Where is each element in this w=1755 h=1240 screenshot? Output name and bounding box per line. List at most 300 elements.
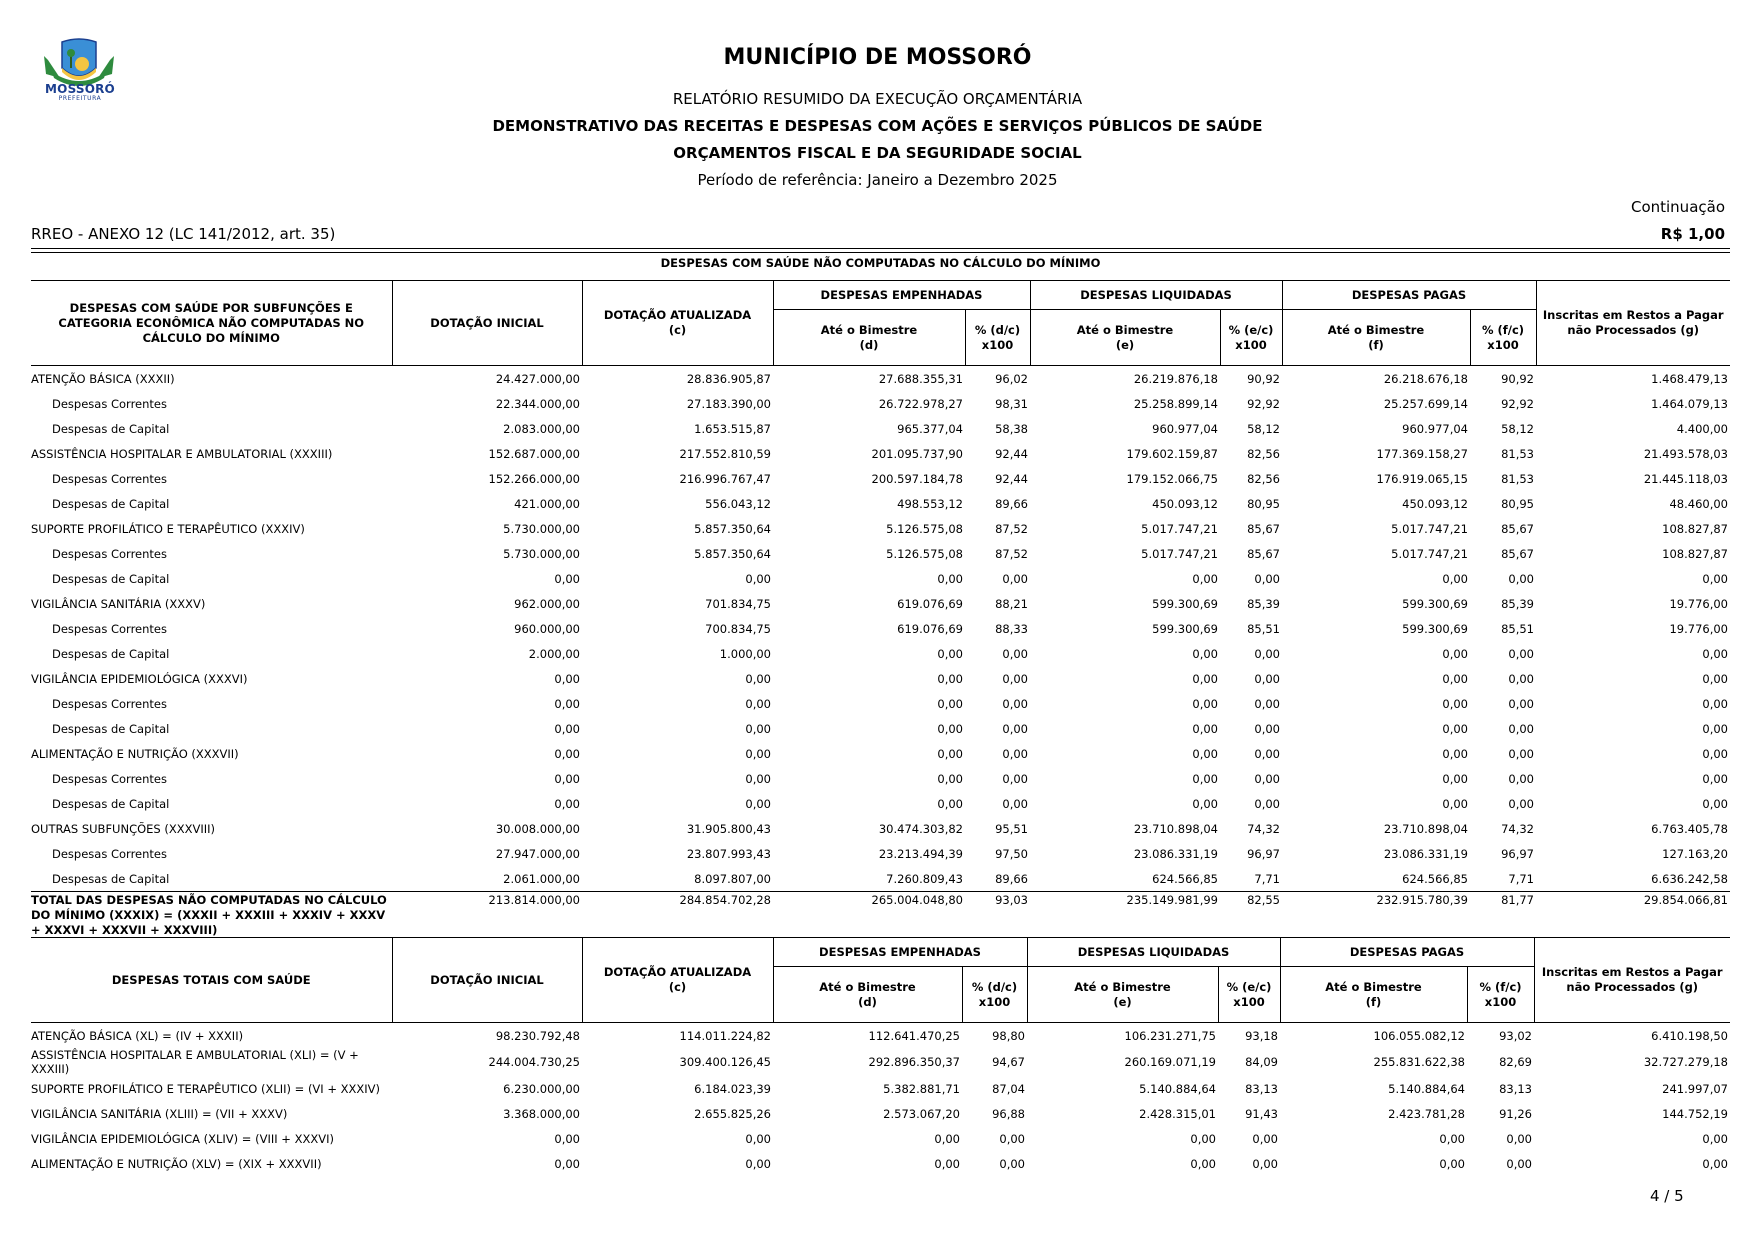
empenhadas-pct: 92,44 — [995, 471, 1028, 486]
liquidadas-pct: 90,92 — [1247, 371, 1280, 386]
empenhadas-value: 112.641.470,25 — [868, 1028, 960, 1043]
empenhadas-value: 619.076,69 — [897, 596, 963, 611]
pagas-value: 0,00 — [1442, 746, 1468, 761]
restos-value: 6.636.242,58 — [1651, 871, 1728, 886]
dotacao-atualizada: 0,00 — [745, 1156, 771, 1171]
table-row — [31, 566, 1730, 591]
liquidadas-value: 23.086.331,19 — [1133, 846, 1218, 861]
dotacao-inicial: 30.008.000,00 — [495, 821, 580, 836]
empenhadas-pct: 98,31 — [995, 396, 1028, 411]
dotacao-inicial: 244.004.730,25 — [488, 1055, 580, 1069]
dotacao-atualizada: 31.905.800,43 — [686, 821, 771, 836]
dotacao-inicial: 0,00 — [554, 771, 580, 786]
dotacao-atualizada: 0,00 — [745, 771, 771, 786]
restos-value: 21.445.118,03 — [1643, 471, 1728, 486]
row-label: Despesas Correntes — [52, 621, 167, 636]
row-label: Despesas Correntes — [52, 771, 167, 786]
empenhadas-value: 619.076,69 — [897, 621, 963, 636]
liquidadas-value: 0,00 — [1192, 771, 1218, 786]
liquidadas-value: 0,00 — [1192, 571, 1218, 586]
dotacao-atualizada: 23.807.993,43 — [686, 846, 771, 861]
dotacao-atualizada: 114.011.224,82 — [679, 1028, 771, 1043]
row-label: Despesas de Capital — [52, 571, 170, 586]
header-emp-ate — [773, 310, 965, 366]
header-liquidadas: DESPESAS LIQUIDADAS — [1027, 938, 1280, 967]
dotacao-atualizada: 284.854.702,28 — [582, 892, 773, 939]
empenhadas-value: 200.597.184,78 — [871, 471, 963, 486]
header-dotacao-atualizada — [582, 938, 773, 1023]
table-row — [31, 1048, 1730, 1076]
liquidadas-value: 0,00 — [1192, 696, 1218, 711]
restos-value: 0,00 — [1702, 1156, 1728, 1171]
liquidadas-pct: 7,71 — [1254, 871, 1280, 886]
dotacao-inicial: 960.000,00 — [514, 621, 580, 636]
dotacao-inicial: 2.000,00 — [528, 646, 580, 661]
empenhadas-pct: 88,21 — [995, 596, 1028, 611]
row-label: ASSISTÊNCIA HOSPITALAR E AMBULATORIAL (XXXIII) — [31, 446, 333, 461]
dotacao-inicial: 0,00 — [554, 796, 580, 811]
pagas-pct: 90,92 — [1501, 371, 1534, 386]
pagas-pct: 0,00 — [1508, 696, 1534, 711]
row-label: ATENÇÃO BÁSICA (XL) = (IV + XXXII) — [31, 1028, 244, 1043]
empenhadas-pct: 93,03 — [965, 892, 1030, 939]
row-label: Despesas Correntes — [52, 471, 167, 486]
table-row — [31, 391, 1730, 416]
dotacao-atualizada: 556.043,12 — [705, 496, 771, 511]
header-pag-pct: % (f/c) x100 — [1470, 310, 1536, 366]
pagas-value: 599.300,69 — [1402, 596, 1468, 611]
liquidadas-value: 179.602.159,87 — [1126, 446, 1218, 461]
restos-value: 0,00 — [1702, 796, 1728, 811]
liquidadas-pct: 58,12 — [1247, 421, 1280, 436]
empenhadas-value: 27.688.355,31 — [878, 371, 963, 386]
header-key: (c) — [668, 323, 687, 337]
pagas-pct: 92,92 — [1501, 396, 1534, 411]
table-row — [31, 1151, 1730, 1176]
restos-value: 1.464.079,13 — [1651, 396, 1728, 411]
empenhadas-pct: 98,80 — [992, 1028, 1025, 1043]
header-key: (f) — [1365, 994, 1382, 1009]
liquidadas-pct: 0,00 — [1254, 771, 1280, 786]
liquidadas-value: 5.017.747,21 — [1141, 521, 1218, 536]
pagas-pct: 81,53 — [1501, 471, 1534, 486]
header-pagas: DESPESAS PAGAS — [1282, 281, 1536, 310]
dotacao-atualizada: 0,00 — [745, 671, 771, 686]
dotacao-inicial: 5.730.000,00 — [503, 521, 580, 536]
empenhadas-value: 0,00 — [937, 696, 963, 711]
table-row — [31, 866, 1730, 892]
empenhadas-value: 0,00 — [934, 1156, 960, 1171]
header-liq-ate — [1030, 310, 1220, 366]
dotacao-inicial: 0,00 — [554, 721, 580, 736]
empenhadas-pct: 87,52 — [995, 546, 1028, 561]
liquidadas-pct: 0,00 — [1254, 796, 1280, 811]
liquidadas-value: 2.428.315,01 — [1139, 1106, 1216, 1121]
header-text: Até o Bimestre — [819, 979, 916, 994]
dotacao-atualizada: 0,00 — [745, 571, 771, 586]
table-row — [31, 841, 1730, 866]
pagas-pct: 83,13 — [1499, 1081, 1532, 1096]
restos-value: 6.410.198,50 — [1651, 1028, 1728, 1043]
empenhadas-value: 0,00 — [937, 721, 963, 736]
empenhadas-value: 0,00 — [934, 1131, 960, 1146]
pagas-value: 0,00 — [1442, 646, 1468, 661]
pagas-value: 0,00 — [1442, 571, 1468, 586]
row-label: VIGILÂNCIA EPIDEMIOLÓGICA (XXXVI) — [31, 671, 248, 686]
row-label: Despesas Correntes — [52, 846, 167, 861]
row-label: OUTRAS SUBFUNÇÕES (XXXVIII) — [31, 821, 216, 836]
pagas-value: 176.919.065,15 — [1376, 471, 1468, 486]
dotacao-atualizada: 5.857.350,64 — [694, 521, 771, 536]
header-text: DOTAÇÃO ATUALIZADA — [603, 965, 752, 979]
table-row — [31, 541, 1730, 566]
pagas-value: 0,00 — [1439, 1131, 1465, 1146]
liquidadas-pct: 82,56 — [1247, 471, 1280, 486]
pagas-pct: 82,69 — [1499, 1055, 1532, 1069]
liquidadas-pct: 85,67 — [1247, 546, 1280, 561]
restos-value: 241.997,07 — [1662, 1081, 1728, 1096]
restos-value: 144.752,19 — [1662, 1106, 1728, 1121]
empenhadas-value: 498.553,12 — [897, 496, 963, 511]
dotacao-inicial: 0,00 — [554, 571, 580, 586]
dotacao-inicial: 3.368.000,00 — [503, 1106, 580, 1121]
liquidadas-pct: 92,92 — [1247, 396, 1280, 411]
table-body — [31, 366, 1730, 939]
header-text: Até o Bimestre — [1325, 979, 1422, 994]
pagas-value: 0,00 — [1439, 1156, 1465, 1171]
restos-value: 29.854.066,81 — [1536, 892, 1730, 939]
liquidadas-value: 624.566,85 — [1152, 871, 1218, 886]
restos-value: 0,00 — [1702, 646, 1728, 661]
page-title: MUNICÍPIO DE MOSSORÓ — [723, 45, 1032, 70]
pagas-value: 960.977,04 — [1402, 421, 1468, 436]
table-row — [31, 791, 1730, 816]
restos-value: 32.727.279,18 — [1643, 1055, 1728, 1069]
pagas-pct: 0,00 — [1508, 671, 1534, 686]
liquidadas-pct: 0,00 — [1254, 671, 1280, 686]
dotacao-atualizada: 0,00 — [745, 721, 771, 736]
table-header — [31, 281, 1730, 366]
dotacao-atualizada: 1.000,00 — [719, 646, 771, 661]
row-label: ALIMENTAÇÃO E NUTRIÇÃO (XXXVII) — [31, 746, 239, 761]
empenhadas-pct: 97,50 — [995, 846, 1028, 861]
liquidadas-pct: 82,55 — [1220, 892, 1282, 939]
dotacao-inicial: 27.947.000,00 — [495, 846, 580, 861]
empenhadas-value: 30.474.303,82 — [878, 821, 963, 836]
restos-value: 48.460,00 — [1669, 496, 1728, 511]
dotacao-atualizada: 0,00 — [745, 696, 771, 711]
table-row — [31, 766, 1730, 791]
row-label: ALIMENTAÇÃO E NUTRIÇÃO (XLV) = (XIX + XXXVII) — [31, 1156, 322, 1171]
empenhadas-pct: 89,66 — [995, 871, 1028, 886]
header-divider — [31, 248, 1730, 253]
pagas-pct: 81,77 — [1470, 892, 1536, 939]
restos-value: 6.763.405,78 — [1651, 821, 1728, 836]
empenhadas-value: 5.382.881,71 — [883, 1081, 960, 1096]
liquidadas-pct: 96,97 — [1247, 846, 1280, 861]
liquidadas-value: 25.258.899,14 — [1133, 396, 1218, 411]
dotacao-atualizada: 0,00 — [745, 796, 771, 811]
empenhadas-pct: 95,51 — [995, 821, 1028, 836]
dotacao-inicial: 6.230.000,00 — [503, 1081, 580, 1096]
pagas-value: 450.093,12 — [1402, 496, 1468, 511]
row-label: Despesas Correntes — [52, 696, 167, 711]
currency-unit: R$ 1,00 — [1660, 225, 1725, 243]
report-subtitle: RELATÓRIO RESUMIDO DA EXECUÇÃO ORÇAMENTÁRIA — [672, 90, 1083, 108]
header-liq-pct: % (e/c) x100 — [1218, 967, 1280, 1023]
header-restos: Inscritas em Restos a Pagar não Processados (g) — [1534, 938, 1730, 1023]
non-computed-expenses-table — [31, 280, 1730, 938]
pagas-pct: 85,39 — [1501, 596, 1534, 611]
header-key: (e) — [1115, 337, 1135, 352]
dotacao-atualizada: 309.400.126,45 — [679, 1055, 771, 1069]
dotacao-atualizada: 0,00 — [745, 1131, 771, 1146]
pagas-value: 0,00 — [1442, 771, 1468, 786]
empenhadas-pct: 0,00 — [999, 1131, 1025, 1146]
empenhadas-value: 2.573.067,20 — [883, 1106, 960, 1121]
dotacao-inicial: 24.427.000,00 — [495, 371, 580, 386]
pagas-value: 0,00 — [1442, 721, 1468, 736]
pagas-pct: 96,97 — [1501, 846, 1534, 861]
empenhadas-pct: 0,00 — [1002, 696, 1028, 711]
empenhadas-value: 0,00 — [937, 746, 963, 761]
liquidadas-value: 0,00 — [1192, 646, 1218, 661]
logo-subtitle: PREFEITURA — [58, 95, 102, 102]
row-label: Despesas de Capital — [52, 646, 170, 661]
empenhadas-pct: 96,88 — [992, 1106, 1025, 1121]
empenhadas-pct: 87,52 — [995, 521, 1028, 536]
liquidadas-value: 260.169.071,19 — [1124, 1055, 1216, 1069]
empenhadas-value: 265.004.048,80 — [773, 892, 965, 939]
header-emp-pct: % (d/c) x100 — [962, 967, 1027, 1023]
page-number: 4 / 5 — [1650, 1187, 1684, 1205]
pagas-value: 25.257.699,14 — [1383, 396, 1468, 411]
pagas-pct: 0,00 — [1508, 721, 1534, 736]
header-emp-pct: % (d/c) x100 — [965, 310, 1030, 366]
row-label: SUPORTE PROFILÁTICO E TERAPÊUTICO (XXXIV) — [31, 521, 305, 536]
header-category: DESPESAS COM SAÚDE POR SUBFUNÇÕES E CATEGORIA ECONÔMICA NÃO COMPUTADAS NO CÁLCULO DO MÍNIMO — [58, 300, 365, 345]
restos-value: 4.400,00 — [1676, 421, 1728, 436]
dotacao-atualizada: 28.836.905,87 — [686, 371, 771, 386]
pagas-value: 0,00 — [1442, 671, 1468, 686]
table-row — [31, 466, 1730, 491]
dotacao-atualizada: 27.183.390,00 — [686, 396, 771, 411]
liquidadas-pct: 82,56 — [1247, 446, 1280, 461]
table-row — [31, 491, 1730, 516]
restos-value: 19.776,00 — [1669, 596, 1728, 611]
liquidadas-value: 179.152.066,75 — [1126, 471, 1218, 486]
empenhadas-value: 0,00 — [937, 796, 963, 811]
liquidadas-value: 5.017.747,21 — [1141, 546, 1218, 561]
restos-value: 0,00 — [1702, 1131, 1728, 1146]
pagas-value: 5.017.747,21 — [1391, 521, 1468, 536]
table-row — [31, 691, 1730, 716]
empenhadas-pct: 0,00 — [1002, 796, 1028, 811]
dotacao-atualizada: 216.996.767,47 — [679, 471, 771, 486]
restos-value: 19.776,00 — [1669, 621, 1728, 636]
liquidadas-pct: 84,09 — [1245, 1055, 1278, 1069]
pagas-value: 23.710.898,04 — [1383, 821, 1468, 836]
row-label: ATENÇÃO BÁSICA (XXXII) — [31, 371, 175, 386]
pagas-value: 23.086.331,19 — [1383, 846, 1468, 861]
liquidadas-pct: 91,43 — [1245, 1106, 1278, 1121]
pagas-value: 2.423.781,28 — [1388, 1106, 1465, 1121]
header-liq-pct: % (e/c) x100 — [1220, 310, 1282, 366]
row-label: TOTAL DAS DESPESAS NÃO COMPUTADAS NO CÁLCULO DO MÍNIMO (XXXIX) = (XXXII + XXXIII + XXXIV + XXXV + XXXVI + XXXVII + XXXVIII) — [31, 892, 392, 939]
header-pag-ate — [1280, 967, 1467, 1023]
liquidadas-pct: 0,00 — [1254, 696, 1280, 711]
empenhadas-pct: 0,00 — [1002, 671, 1028, 686]
restos-value: 127.163,20 — [1662, 846, 1728, 861]
header-restos: Inscritas em Restos a Pagar não Processados (g) — [1536, 281, 1730, 366]
empenhadas-pct: 0,00 — [1002, 746, 1028, 761]
row-label: Despesas de Capital — [52, 421, 170, 436]
header-key: (c) — [668, 980, 687, 994]
liquidadas-pct: 0,00 — [1254, 571, 1280, 586]
header-pag-ate — [1282, 310, 1470, 366]
table-row — [31, 1076, 1730, 1101]
table-row — [31, 441, 1730, 466]
empenhadas-value: 5.126.575,08 — [886, 521, 963, 536]
pagas-value: 5.017.747,21 — [1391, 546, 1468, 561]
annex-label: RREO - ANEXO 12 (LC 141/2012, art. 35) — [31, 225, 336, 243]
pagas-pct: 0,00 — [1508, 796, 1534, 811]
dotacao-atualizada: 700.834,75 — [705, 621, 771, 636]
restos-value: 21.493.578,03 — [1643, 446, 1728, 461]
dotacao-inicial: 962.000,00 — [514, 596, 580, 611]
pagas-pct: 74,32 — [1501, 821, 1534, 836]
header-dotacao-inicial: DOTAÇÃO INICIAL — [392, 281, 582, 366]
pagas-value: 232.915.780,39 — [1282, 892, 1470, 939]
dotacao-atualizada: 0,00 — [745, 746, 771, 761]
pagas-pct: 91,26 — [1499, 1106, 1532, 1121]
pagas-pct: 85,67 — [1501, 521, 1534, 536]
dotacao-atualizada: 1.653.515,87 — [694, 421, 771, 436]
liquidadas-pct: 0,00 — [1254, 746, 1280, 761]
pagas-pct: 7,71 — [1508, 871, 1534, 886]
table-row — [31, 641, 1730, 666]
empenhadas-value: 0,00 — [937, 671, 963, 686]
empenhadas-pct: 96,02 — [995, 371, 1028, 386]
header-category: DESPESAS TOTAIS COM SAÚDE — [111, 972, 311, 987]
restos-value: 1.468.479,13 — [1651, 371, 1728, 386]
empenhadas-value: 965.377,04 — [897, 421, 963, 436]
row-label: Despesas Correntes — [52, 546, 167, 561]
header-text: Até o Bimestre — [820, 322, 918, 337]
pagas-value: 255.831.622,38 — [1373, 1055, 1465, 1069]
header-text: Até o Bimestre — [1076, 322, 1174, 337]
header-liquidadas: DESPESAS LIQUIDADAS — [1030, 281, 1282, 310]
dotacao-inicial: 0,00 — [554, 696, 580, 711]
empenhadas-value: 0,00 — [937, 646, 963, 661]
liquidadas-value: 235.149.981,99 — [1030, 892, 1220, 939]
dotacao-inicial: 421.000,00 — [514, 496, 580, 511]
liquidadas-value: 0,00 — [1190, 1131, 1216, 1146]
dotacao-inicial: 5.730.000,00 — [503, 546, 580, 561]
budget-scope: ORÇAMENTOS FISCAL E DA SEGURIDADE SOCIAL — [673, 144, 1082, 162]
row-label: VIGILÂNCIA EPIDEMIOLÓGICA (XLIV) = (VIII + XXXVI) — [31, 1131, 334, 1146]
pagas-pct: 0,00 — [1508, 571, 1534, 586]
pagas-pct: 80,95 — [1501, 496, 1534, 511]
empenhadas-value: 292.896.350,37 — [868, 1055, 960, 1069]
header-key: (e) — [1113, 994, 1132, 1009]
empenhadas-pct: 0,00 — [1002, 646, 1028, 661]
dotacao-inicial: 0,00 — [554, 1156, 580, 1171]
restos-value: 108.827,87 — [1662, 521, 1728, 536]
liquidadas-value: 5.140.884,64 — [1139, 1081, 1216, 1096]
liquidadas-value: 26.219.876,18 — [1133, 371, 1218, 386]
pagas-pct: 85,51 — [1501, 621, 1534, 636]
dotacao-atualizada: 2.655.825,26 — [694, 1106, 771, 1121]
pagas-value: 177.369.158,27 — [1376, 446, 1468, 461]
table-row — [31, 1101, 1730, 1126]
empenhadas-pct: 92,44 — [995, 446, 1028, 461]
liquidadas-pct: 0,00 — [1254, 721, 1280, 736]
empenhadas-value: 26.722.978,27 — [878, 396, 963, 411]
restos-value: 0,00 — [1702, 696, 1728, 711]
liquidadas-pct: 0,00 — [1252, 1131, 1278, 1146]
table-row — [31, 741, 1730, 766]
liquidadas-value: 0,00 — [1192, 721, 1218, 736]
header-pag-pct: % (f/c) x100 — [1467, 967, 1534, 1023]
pagas-value: 5.140.884,64 — [1388, 1081, 1465, 1096]
report-statement-title: DEMONSTRATIVO DAS RECEITAS E DESPESAS COM AÇÕES E SERVIÇOS PÚBLICOS DE SAÚDE — [492, 117, 1263, 135]
dotacao-inicial: 213.814.000,00 — [392, 892, 582, 939]
row-label: VIGILÂNCIA SANITÁRIA (XXXV) — [31, 596, 206, 611]
restos-value: 0,00 — [1702, 721, 1728, 736]
restos-value: 0,00 — [1702, 771, 1728, 786]
header-liq-ate — [1027, 967, 1218, 1023]
pagas-value: 0,00 — [1442, 796, 1468, 811]
liquidadas-pct: 85,39 — [1247, 596, 1280, 611]
empenhadas-value: 0,00 — [937, 771, 963, 786]
liquidadas-pct: 0,00 — [1252, 1156, 1278, 1171]
pagas-pct: 0,00 — [1508, 771, 1534, 786]
liquidadas-value: 0,00 — [1192, 796, 1218, 811]
empenhadas-pct: 0,00 — [1002, 721, 1028, 736]
empenhadas-pct: 88,33 — [995, 621, 1028, 636]
liquidadas-pct: 93,18 — [1245, 1028, 1278, 1043]
header-emp-ate — [773, 967, 962, 1023]
header-text: DOTAÇÃO ATUALIZADA — [603, 308, 752, 322]
row-label: Despesas Correntes — [52, 396, 167, 411]
pagas-value: 624.566,85 — [1402, 871, 1468, 886]
dotacao-inicial: 98.230.792,48 — [495, 1028, 580, 1043]
dotacao-atualizada: 5.857.350,64 — [694, 546, 771, 561]
liquidadas-value: 0,00 — [1192, 671, 1218, 686]
liquidadas-value: 106.231.271,75 — [1124, 1028, 1216, 1043]
row-label: ASSISTÊNCIA HOSPITALAR E AMBULATORIAL (XLI) = (V + XXXIII) — [31, 1048, 359, 1076]
dotacao-atualizada: 217.552.810,59 — [679, 446, 771, 461]
dotacao-inicial: 0,00 — [554, 671, 580, 686]
header-empenhadas: DESPESAS EMPENHADAS — [773, 938, 1027, 967]
dotacao-inicial: 0,00 — [554, 1131, 580, 1146]
table-row — [31, 516, 1730, 541]
empenhadas-value: 7.260.809,43 — [886, 871, 963, 886]
table-row — [31, 616, 1730, 641]
pagas-pct: 85,67 — [1501, 546, 1534, 561]
liquidadas-value: 450.093,12 — [1152, 496, 1218, 511]
pagas-value: 106.055.082,12 — [1373, 1028, 1465, 1043]
restos-value: 0,00 — [1702, 671, 1728, 686]
liquidadas-pct: 0,00 — [1254, 646, 1280, 661]
pagas-pct: 0,00 — [1506, 1131, 1532, 1146]
header-dotacao-atualizada — [582, 281, 773, 366]
continuation-label: Continuação — [1630, 198, 1725, 216]
row-label: Despesas de Capital — [52, 496, 170, 511]
header-text: Até o Bimestre — [1074, 979, 1171, 994]
liquidadas-pct: 85,67 — [1247, 521, 1280, 536]
